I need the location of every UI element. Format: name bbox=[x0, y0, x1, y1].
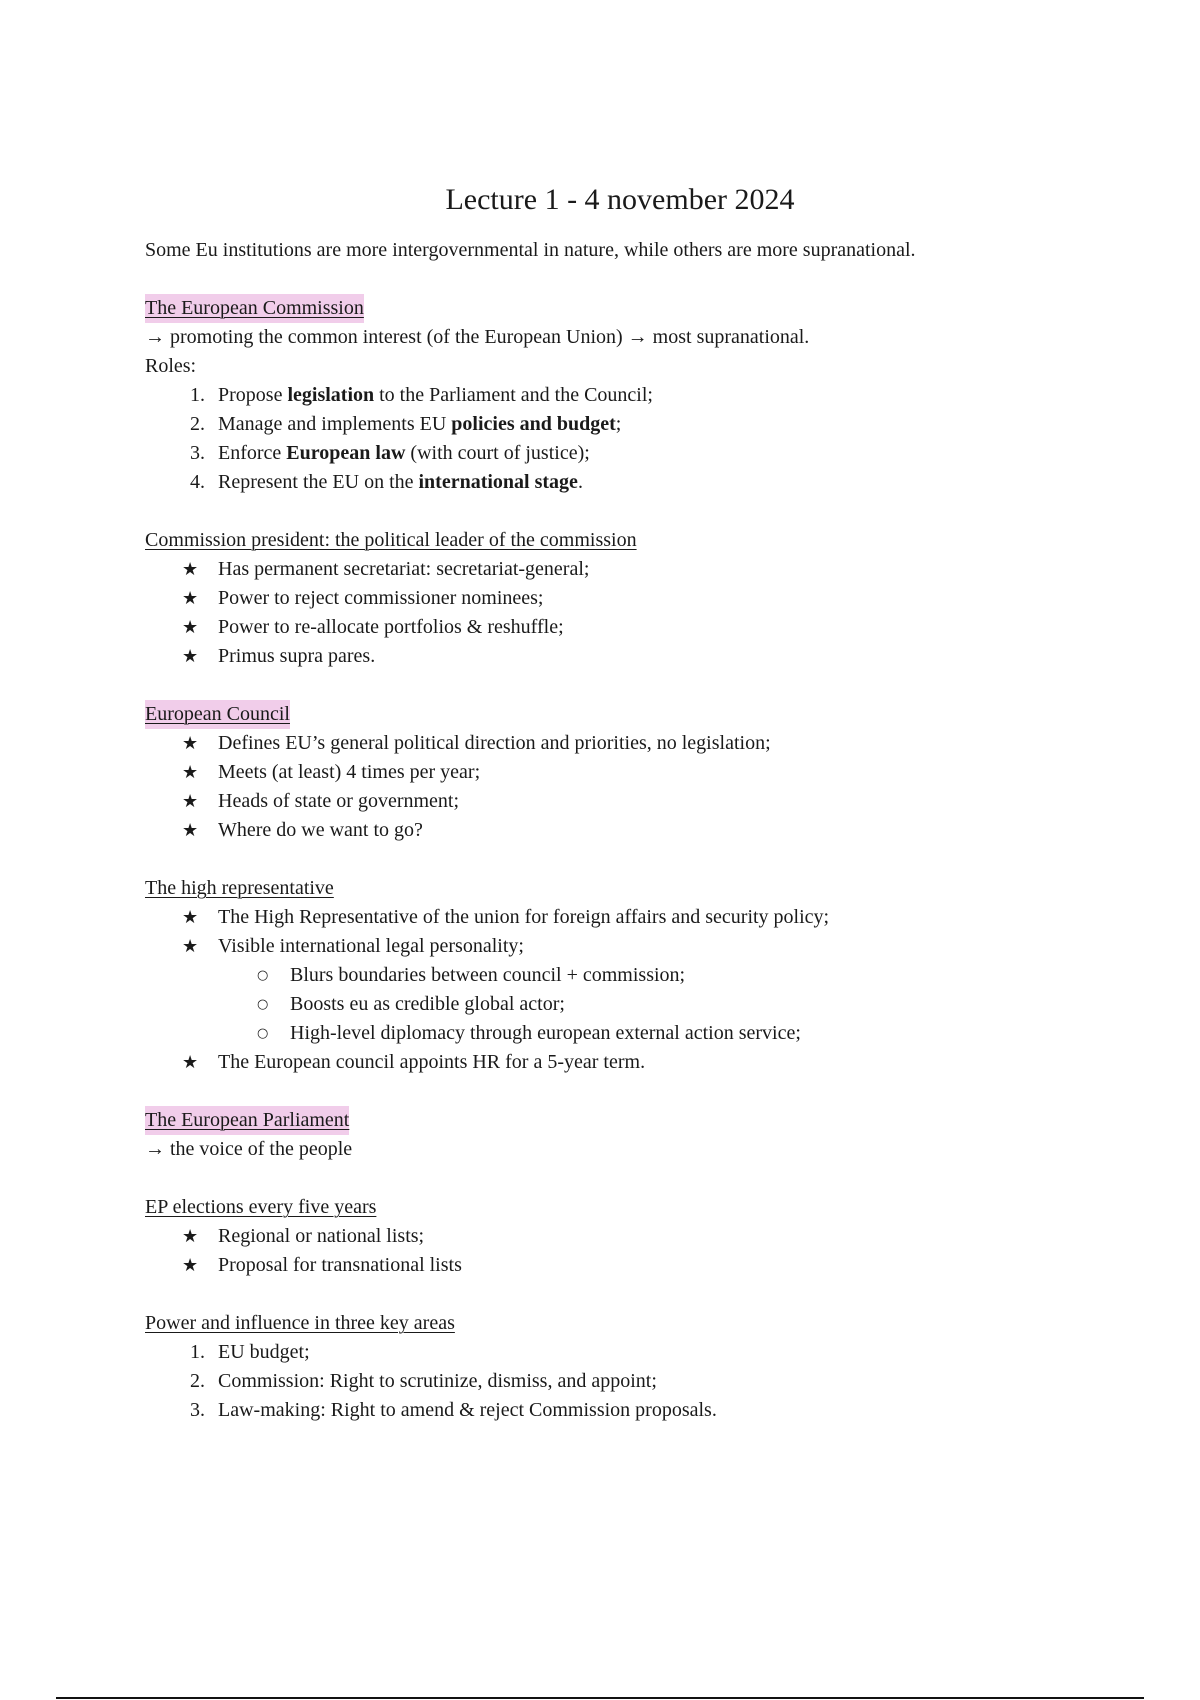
star-bullet-icon: ★ bbox=[182, 733, 199, 754]
list-text: Has permanent secretariat: secretariat-general; bbox=[218, 558, 590, 580]
section-heading-council: European Council bbox=[145, 700, 290, 729]
section-heading-parliament: The European Parliament bbox=[145, 1106, 349, 1135]
list-number: 1. bbox=[190, 384, 205, 406]
power-list bbox=[145, 1338, 1105, 1425]
sub-list-item bbox=[145, 1019, 1105, 1048]
list-text: Boosts eu as credible global actor; bbox=[290, 993, 565, 1015]
list-item bbox=[145, 787, 1105, 816]
council-list bbox=[145, 729, 1105, 845]
list-text: Primus supra pares. bbox=[218, 645, 376, 667]
circle-bullet-icon: ○ bbox=[257, 997, 269, 1012]
list-text: High-level diplomacy through european external action service; bbox=[290, 1022, 801, 1044]
star-bullet-icon: ★ bbox=[182, 791, 199, 812]
section-high-representative bbox=[145, 874, 1105, 1077]
section-heading-commission: The European Commission bbox=[145, 294, 364, 323]
section-european-parliament bbox=[145, 1106, 1105, 1164]
list-text-bold: international stage bbox=[418, 471, 578, 493]
list-item bbox=[145, 1048, 1105, 1077]
section-commission-president bbox=[145, 526, 1105, 671]
list-item bbox=[145, 729, 1105, 758]
list-item bbox=[145, 468, 1105, 497]
president-list bbox=[145, 555, 1105, 671]
list-text: . bbox=[577, 471, 583, 493]
list-text: Manage and implements EU bbox=[218, 413, 452, 435]
list-text: Enforce bbox=[218, 442, 287, 464]
list-item bbox=[145, 903, 1105, 932]
list-text: ; bbox=[615, 413, 622, 435]
list-text: Visible international legal personality; bbox=[218, 935, 524, 957]
list-text: Heads of state or government; bbox=[218, 790, 460, 812]
section-heading-elections: EP elections every five years bbox=[145, 1196, 377, 1218]
star-bullet-icon: ★ bbox=[182, 646, 199, 667]
list-item bbox=[145, 816, 1105, 845]
star-bullet-icon: ★ bbox=[182, 617, 199, 638]
section-european-commission bbox=[145, 294, 1105, 497]
list-item bbox=[145, 1338, 1105, 1367]
high-rep-list bbox=[145, 903, 1105, 1077]
list-number: 3. bbox=[190, 442, 205, 464]
list-item bbox=[145, 1251, 1105, 1280]
star-bullet-icon: ★ bbox=[182, 907, 199, 928]
list-item bbox=[145, 584, 1105, 613]
list-item bbox=[145, 1396, 1105, 1425]
parliament-arrow-line: → the voice of the people bbox=[145, 1138, 353, 1160]
list-text: Where do we want to go? bbox=[218, 819, 423, 841]
list-text: Defines EU’s general political direction and priorities, no legislation; bbox=[218, 732, 771, 754]
star-bullet-icon: ★ bbox=[182, 559, 199, 580]
list-text-bold: European law bbox=[286, 442, 406, 464]
list-item bbox=[145, 1367, 1105, 1396]
star-bullet-icon: ★ bbox=[182, 820, 199, 841]
circle-bullet-icon: ○ bbox=[257, 968, 269, 983]
section-power-influence bbox=[145, 1309, 1105, 1425]
list-number: 2. bbox=[190, 1370, 205, 1392]
list-text: Represent the EU on the bbox=[218, 471, 419, 493]
list-item bbox=[145, 642, 1105, 671]
list-text: Commission: Right to scrutinize, dismiss, and appoint; bbox=[218, 1370, 657, 1392]
list-number: 1. bbox=[190, 1341, 205, 1363]
list-text: Law-making: Right to amend & reject Commission proposals. bbox=[218, 1399, 717, 1421]
list-text: Power to re-allocate portfolios & reshuffle; bbox=[218, 616, 564, 638]
list-item bbox=[145, 410, 1105, 439]
list-item bbox=[145, 1222, 1105, 1251]
section-heading-high-rep: The high representative bbox=[145, 877, 334, 899]
list-item bbox=[145, 613, 1105, 642]
sub-list-item bbox=[145, 961, 1105, 990]
list-text: to the Parliament and the Council; bbox=[374, 384, 653, 406]
section-ep-elections bbox=[145, 1193, 1105, 1280]
commission-roles-list bbox=[145, 381, 1105, 497]
commission-arrow-line: → promoting the common interest (of the European Union) → most supranational. bbox=[145, 326, 810, 348]
list-text: (with court of justice); bbox=[405, 442, 590, 464]
circle-bullet-icon: ○ bbox=[257, 1026, 269, 1041]
star-bullet-icon: ★ bbox=[182, 1052, 199, 1073]
list-text: The European council appoints HR for a 5-year term. bbox=[218, 1051, 646, 1073]
list-number: 3. bbox=[190, 1399, 205, 1421]
section-heading-power: Power and influence in three key areas bbox=[145, 1312, 455, 1334]
document-body bbox=[145, 236, 1105, 1425]
list-text: Propose bbox=[218, 384, 288, 406]
list-item bbox=[145, 381, 1105, 410]
list-text: Proposal for transnational lists bbox=[218, 1254, 462, 1276]
intro-paragraph: Some Eu institutions are more intergovernmental in nature, while others are more supranational. bbox=[145, 239, 916, 261]
elections-list bbox=[145, 1222, 1105, 1280]
list-text-bold: legislation bbox=[287, 384, 375, 406]
star-bullet-icon: ★ bbox=[182, 1255, 199, 1276]
list-item bbox=[145, 932, 1105, 961]
list-text: Power to reject commissioner nominees; bbox=[218, 587, 544, 609]
list-number: 4. bbox=[190, 471, 205, 493]
page-title: Lecture 1 - 4 november 2024 bbox=[445, 183, 795, 216]
page-bottom-rule bbox=[56, 1697, 1144, 1699]
list-text: The High Representative of the union for foreign affairs and security policy; bbox=[218, 906, 830, 928]
star-bullet-icon: ★ bbox=[182, 588, 199, 609]
list-text: Blurs boundaries between council + commission; bbox=[290, 964, 686, 986]
section-heading-president: Commission president: the political leader of the commission bbox=[145, 529, 637, 551]
roles-label: Roles: bbox=[145, 355, 197, 377]
list-item bbox=[145, 758, 1105, 787]
list-text: Regional or national lists; bbox=[218, 1225, 425, 1247]
list-text-bold: policies and budget bbox=[451, 413, 616, 435]
list-text: Meets (at least) 4 times per year; bbox=[218, 761, 481, 783]
sub-list-item bbox=[145, 990, 1105, 1019]
star-bullet-icon: ★ bbox=[182, 936, 199, 957]
star-bullet-icon: ★ bbox=[182, 762, 199, 783]
list-text: EU budget; bbox=[218, 1341, 310, 1363]
list-number: 2. bbox=[190, 413, 205, 435]
list-item bbox=[145, 555, 1105, 584]
star-bullet-icon: ★ bbox=[182, 1226, 199, 1247]
section-european-council bbox=[145, 700, 1105, 845]
list-item bbox=[145, 439, 1105, 468]
